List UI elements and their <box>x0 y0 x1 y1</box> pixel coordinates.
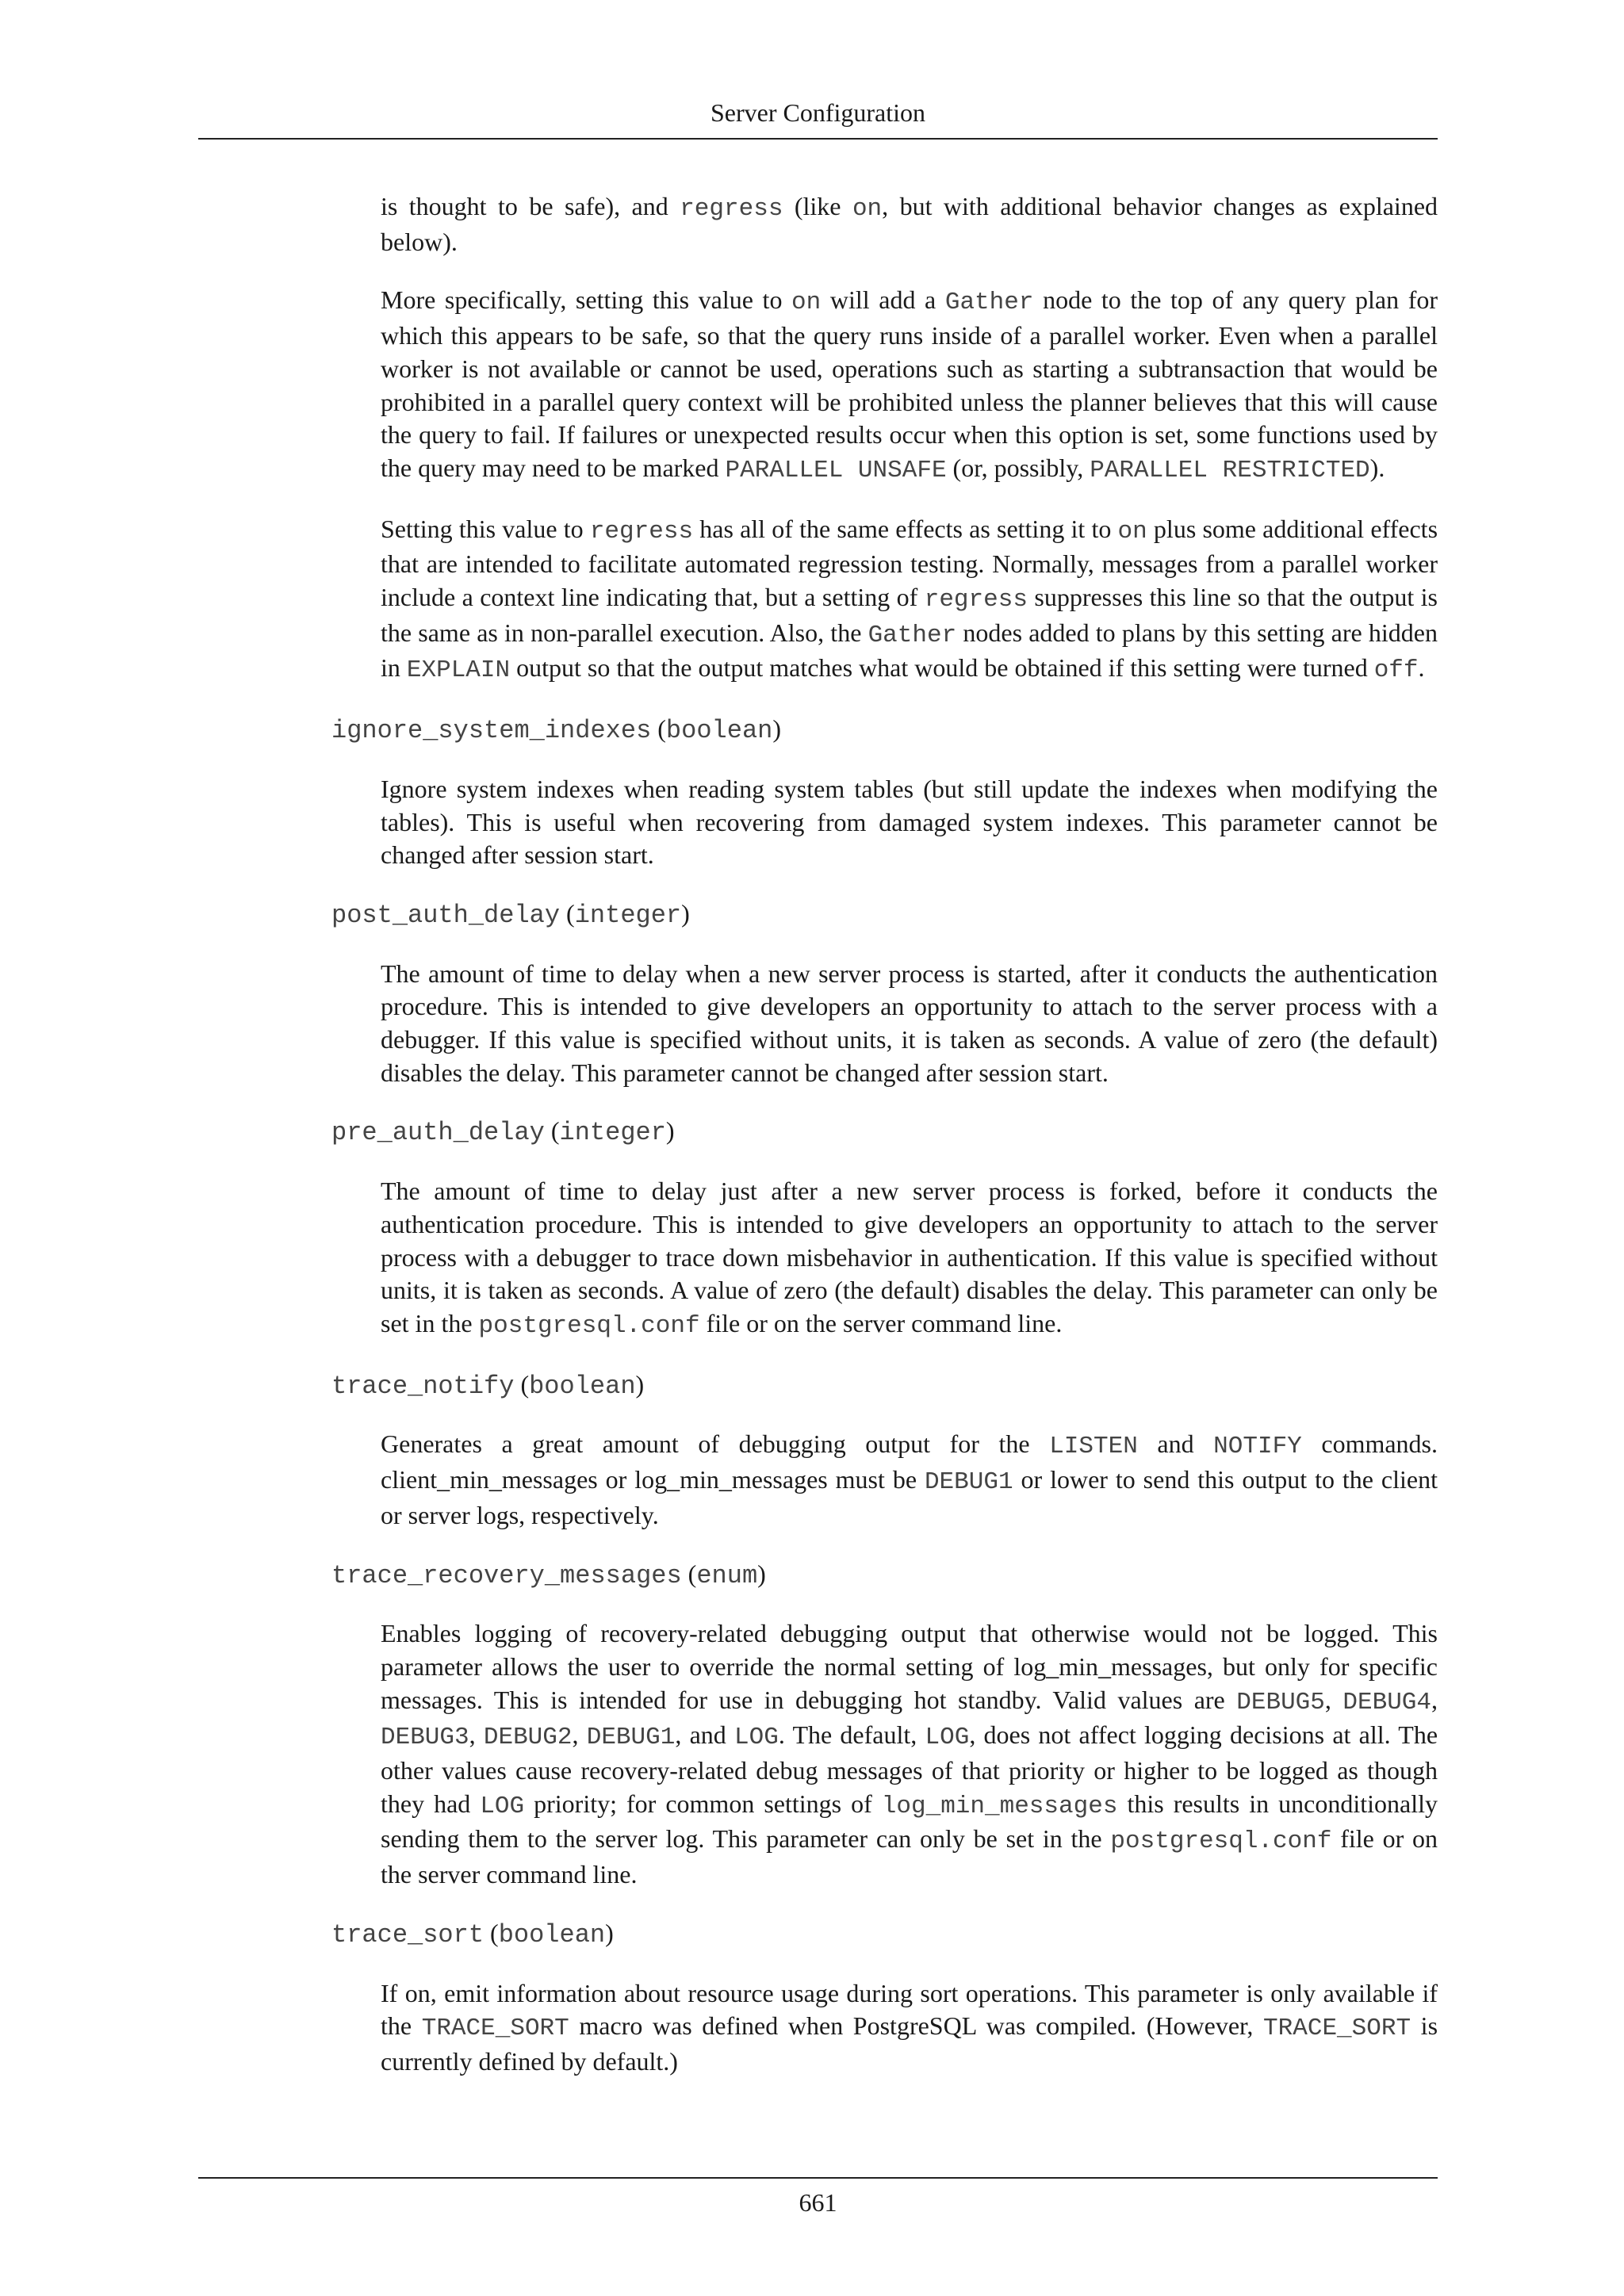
parameter-term <box>331 1368 1438 1403</box>
code-literal: ignore_system_indexes <box>331 716 652 746</box>
paragraph <box>381 190 1438 258</box>
text-run: will add a <box>821 285 945 315</box>
text-run: is currently defined by default.) <box>381 2011 1438 2076</box>
text-run: file or on the server command line. <box>699 1308 1063 1337</box>
parameter-term <box>331 1115 1438 1150</box>
code-literal: boolean <box>498 1919 606 1950</box>
text-run: is thought to be safe), and <box>381 192 680 220</box>
text-run: The amount of time to delay just after a new server process is forked, before it conducts the authentication procedure. This is intended to give developers an opportunity to attach to the server process with a debugger to trace down misbehavior in authentication. If this value is specified without units, it is taken as seconds. A value of zero (the default) disables the delay. This parameter can only be set in the <box>381 1177 1438 1337</box>
paragraph <box>381 1428 1438 1532</box>
parameter-term <box>331 713 1438 748</box>
code-literal: on <box>852 195 883 223</box>
code-literal: DEBUG3 <box>381 1724 469 1752</box>
code-literal: regress <box>680 195 783 223</box>
text-run: and <box>1137 1429 1214 1459</box>
code-literal: LOG <box>734 1724 779 1752</box>
text-run: node to the top of any query plan for which this appears to be safe, so that the query runs inside of a parallel worker. Even when a parallel worker is not available or cannot be used, operations such as starting a subtransaction that would be prohibited in a parallel query context will be prohibited unless the planner believes that this will cause the query to fail. If failures or unexpected results occur when this option is set, some functions used by the query may need to be marked <box>381 285 1438 482</box>
text-run: Setting this value to <box>381 514 590 543</box>
footer-rule <box>198 2177 1438 2179</box>
text-run: suppresses this line so that the output is the same as in non-parallel execution. Also, the <box>381 583 1438 647</box>
text-run: , and <box>675 1720 734 1750</box>
parameter-term <box>331 897 1438 932</box>
text-run: ) <box>681 898 690 928</box>
code-literal: EXPLAIN <box>406 656 511 685</box>
code-literal: on <box>791 289 822 317</box>
code-literal: postgresql.conf <box>1110 1827 1332 1856</box>
text-run: (like <box>783 192 852 220</box>
code-literal: post_auth_delay <box>331 900 561 930</box>
text-run: ). <box>1369 453 1385 482</box>
text-run: commands. client_min_messages or log_min_messages must be <box>381 1429 1438 1494</box>
text-run: ( <box>681 1559 697 1588</box>
text-run: If on, emit information about resource usage during sort operations. This parameter is only available if the <box>381 1978 1438 2041</box>
text-run: (or, possibly, <box>946 453 1090 482</box>
parameter-term <box>331 1917 1438 1952</box>
text-run: has all of the same effects as setting it to <box>693 514 1118 543</box>
text-run: this results in unconditionally sending them to the server log. This parameter can only be set in the <box>381 1789 1438 1854</box>
text-run: Generates a great amount of debugging output for the <box>381 1429 1050 1459</box>
text-run: file or on the server command line. <box>381 1824 1438 1889</box>
code-literal: integer <box>559 1118 666 1148</box>
text-run: Ignore system indexes when reading system tables (but still update the indexes when modifying the tables). This is useful when recovering from damaged system indexes. This parameter cannot be changed after session start. <box>381 774 1438 870</box>
text-run: The amount of time to delay when a new server process is started, after it conducts the authentication procedure. This is intended to give developers an opportunity to attach to the server process with a debugger. If this value is specified without units, it is taken as seconds. A value of zero (the default) disables the delay. This parameter cannot be changed after session start. <box>381 959 1438 1087</box>
paragraph <box>381 958 1438 1090</box>
code-literal: enum <box>696 1560 758 1590</box>
code-literal: boolean <box>529 1371 636 1401</box>
code-literal: DEBUG4 <box>1342 1688 1432 1716</box>
code-literal: trace_notify <box>331 1371 515 1401</box>
code-literal: NOTIFY <box>1213 1433 1302 1461</box>
text-run: ( <box>544 1116 560 1146</box>
header-rule <box>198 138 1438 140</box>
text-run: . The default, <box>778 1720 925 1750</box>
text-run: priority; for common settings of <box>524 1789 882 1818</box>
code-literal: regress <box>589 517 694 545</box>
text-run: macro was defined when PostgreSQL was compiled. (However, <box>569 2011 1264 2041</box>
parameter-term <box>331 1558 1438 1593</box>
paragraph <box>381 1617 1438 1892</box>
code-literal: DEBUG1 <box>924 1468 1013 1497</box>
text-run: ) <box>757 1559 766 1588</box>
code-literal: trace_recovery_messages <box>331 1560 682 1590</box>
code-literal: LOG <box>925 1724 970 1752</box>
text-run: ( <box>484 1918 499 1947</box>
text-run: plus some additional effects that are intended to facilitate automated regression testing. Normally, messages from a parallel worker include a context line indicating that, but a setting of <box>381 514 1438 612</box>
text-run: output so that the output matches what would be obtained if this setting were turned <box>510 653 1374 683</box>
paragraph <box>381 1977 1438 2079</box>
code-literal: TRACE_SORT <box>421 2015 569 2043</box>
text-run: ) <box>605 1918 614 1947</box>
text-run: ( <box>560 898 575 928</box>
code-literal: postgresql.conf <box>478 1311 700 1340</box>
paragraph <box>381 284 1438 487</box>
code-literal: TRACE_SORT <box>1263 2015 1411 2043</box>
text-run: or lower to send this output to the client or server logs, respectively. <box>381 1465 1438 1529</box>
text-run: ( <box>514 1369 530 1399</box>
code-literal: off <box>1373 656 1419 685</box>
code-literal: pre_auth_delay <box>331 1118 545 1148</box>
text-run: ( <box>651 714 666 744</box>
code-literal: integer <box>574 900 682 930</box>
text-run: ) <box>772 714 781 744</box>
code-literal: DEBUG5 <box>1236 1688 1325 1716</box>
code-literal: LISTEN <box>1049 1433 1138 1461</box>
code-literal: on <box>1117 517 1147 545</box>
code-literal: Gather <box>944 289 1034 317</box>
code-literal: PARALLEL RESTRICTED <box>1090 456 1370 484</box>
text-run: ) <box>635 1369 645 1399</box>
paragraph <box>381 1175 1438 1343</box>
page-body <box>331 190 1438 2104</box>
code-literal: trace_sort <box>331 1919 485 1950</box>
text-run: Enables logging of recovery-related debugging output that otherwise would not be logged. This parameter allows the user to override the normal setting of log_min_messages, but only for specific messages. This is intended for use in debugging hot standby. Valid values are <box>381 1619 1438 1714</box>
code-literal: LOG <box>480 1792 525 1820</box>
text-run: , <box>1324 1685 1343 1714</box>
page-number: 661 <box>799 2188 837 2217</box>
text-run: . <box>1418 653 1425 683</box>
paragraph <box>381 513 1438 688</box>
code-literal: boolean <box>665 716 773 746</box>
text-run: , but with additional behavior changes as explained below). <box>381 192 1438 256</box>
text-run: More specifically, setting this value to <box>381 285 792 315</box>
code-literal: Gather <box>868 621 957 649</box>
text-run: , <box>469 1720 484 1750</box>
text-run: , <box>572 1720 587 1750</box>
text-run: ) <box>665 1116 675 1146</box>
text-run: , does not affect logging decisions at all. The other values cause recovery-related debug messages of that priority or higher to be logged as though they had <box>381 1720 1438 1818</box>
code-literal: DEBUG1 <box>586 1724 676 1752</box>
text-run: nodes added to plans by this setting are hidden in <box>381 618 1438 683</box>
code-literal: PARALLEL UNSAFE <box>725 456 947 484</box>
code-literal: log_min_messages <box>881 1792 1118 1820</box>
paragraph <box>381 773 1438 872</box>
running-header: Server Configuration <box>710 98 926 127</box>
text-run: , <box>1431 1685 1438 1714</box>
code-literal: DEBUG2 <box>483 1724 573 1752</box>
code-literal: regress <box>924 586 1028 614</box>
